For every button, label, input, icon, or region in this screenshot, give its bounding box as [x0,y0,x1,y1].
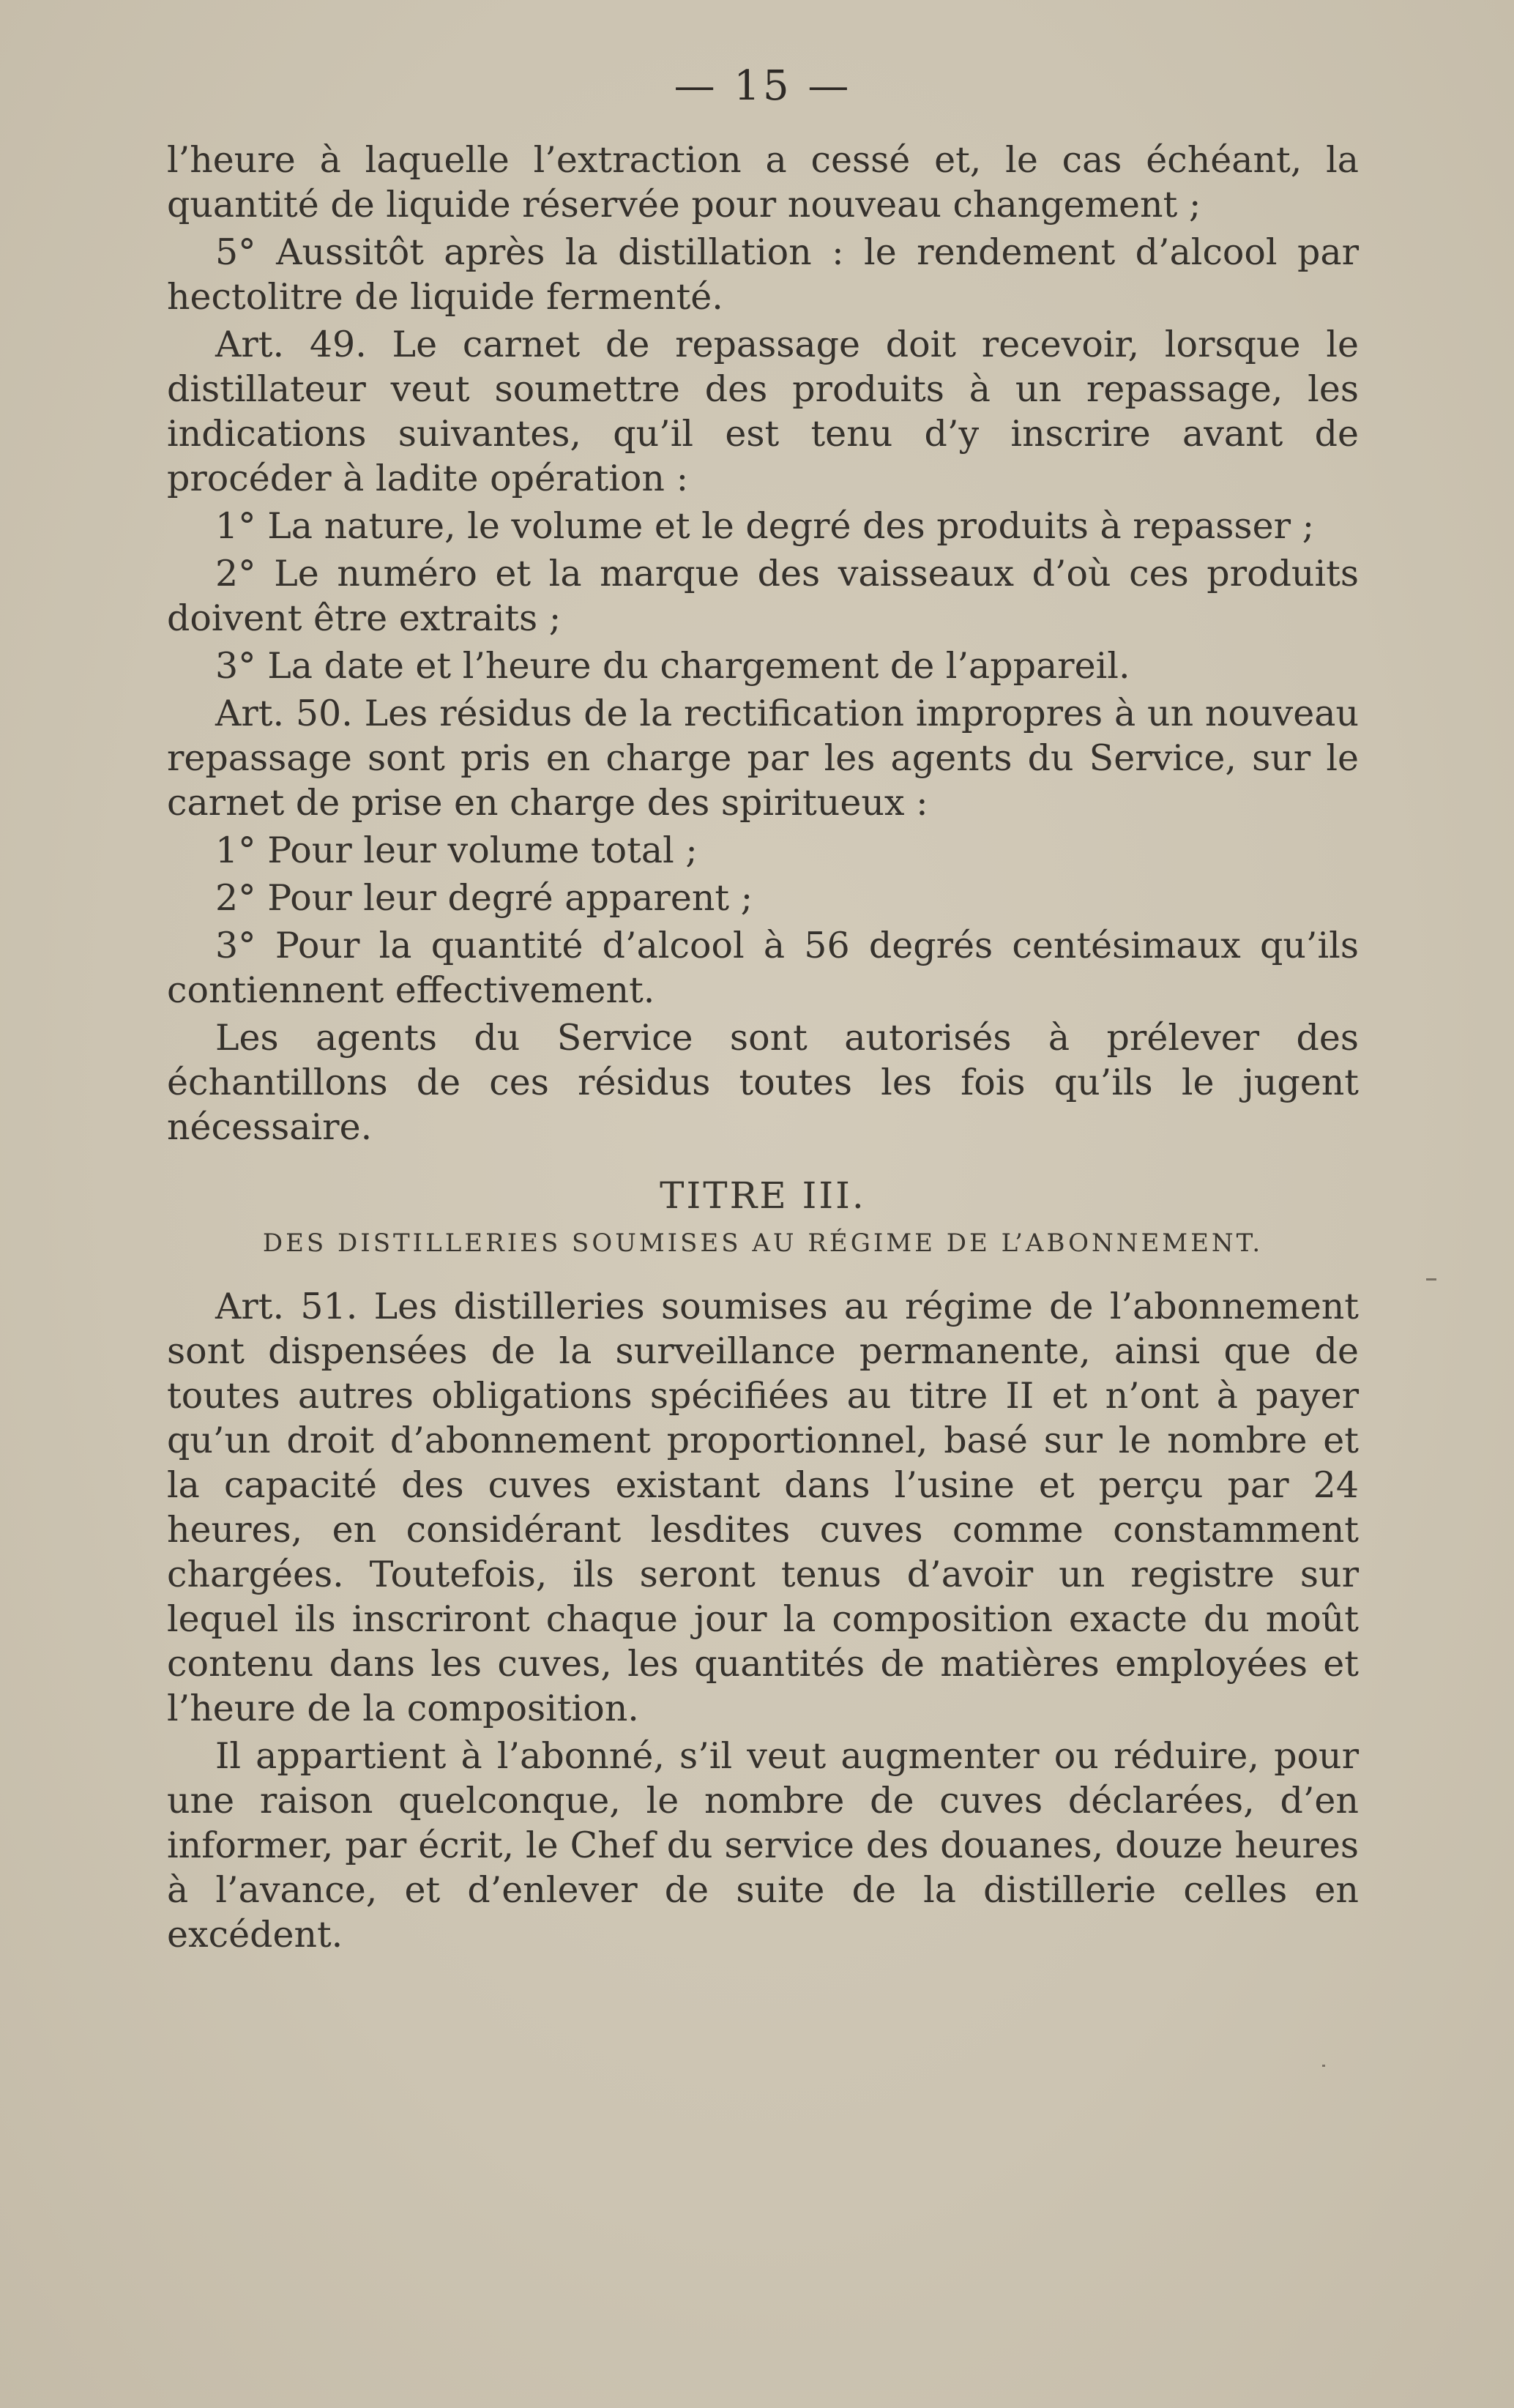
paragraph-art-50: Art. 50. Les résidus de la rectification impropres à un nouveau repassage sont pris en charge par les agents du Service, sur le carnet de prise en charge des spiritueux : [167,693,1359,824]
page-number: — 15 — [674,62,852,110]
paragraph-art-49-item-3: 3° La date et l’heure du chargement de l’appareil. [215,645,1130,687]
paragraph-item-5: 5° Aussitôt après la distillation : le rendement d’alcool par hectolitre de liquide fermenté. [167,231,1359,318]
paragraph-samples: Les agents du Service sont autorisés à prélever des échantillons de ces résidus toutes les fois qu’ils le jugent nécessaire. [167,1017,1359,1148]
margin-mark [1322,2065,1325,2067]
paragraph-art-49: Art. 49. Le carnet de repassage doit recevoir, lorsque le distillateur veut soumettre des produits à un repassage, les indications suivantes, qu’il est tenu d’y inscrire avant de procéder à ladite opération : [167,324,1359,499]
paragraph-art-50-item-1: 1° Pour leur volume total ; [215,830,698,871]
paragraph-art-50-item-3: 3° Pour la quantité d’alcool à 56 degrés centésimaux qu’ils contiennent effectivement. [167,925,1359,1011]
paragraph-art-49-item-1: 1° La nature, le volume et le degré des produits à repasser ; [215,505,1315,547]
paragraph-abonne: Il appartient à l’abonné, s’il veut augmenter ou réduire, pour une raison quelconque, le nombre de cuves déclarées, d’en informer, par écrit, le Chef du service des douanes, douze heures à l’avance, et d’enlever de suite de la distillerie celles en excédent. [167,1735,1359,1956]
section-subtitle: DES DISTILLERIES SOUMISES AU RÉGIME DE L’ABONNEMENT. [262,1229,1264,1258]
paragraph-continuation: l’heure à laquelle l’extraction a cessé et, le cas échéant, la quantité de liquide réservée pour nouveau changement ; [167,139,1359,225]
section-title: TITRE III. [660,1174,866,1217]
document-page [167,51,1359,1957]
paragraph-art-49-item-2: 2° Le numéro et la marque des vaisseaux d’où ces produits doivent être extraits ; [167,553,1359,639]
margin-mark [1426,1278,1436,1281]
paragraph-art-50-item-2: 2° Pour leur degré apparent ; [215,877,753,919]
paragraph-art-51: Art. 51. Les distilleries soumises au régime de l’abonnement sont dispensées de la surveillance permanente, ainsi que de toutes autres obligations spécifiées au titre II et n’ont à payer qu’un droit d’abonnement proportionnel, basé sur le nombre et la capacité des cuves existant dans l’usine et perçu par 24 heures, en considérant lesdites cuves comme constamment chargées. Toutefois, ils seront tenus d’avoir un registre sur lequel ils inscriront chaque jour la composition exacte du moût contenu dans les cuves, les quantités de matières employées et l’heure de la composition. [167,1286,1359,1729]
